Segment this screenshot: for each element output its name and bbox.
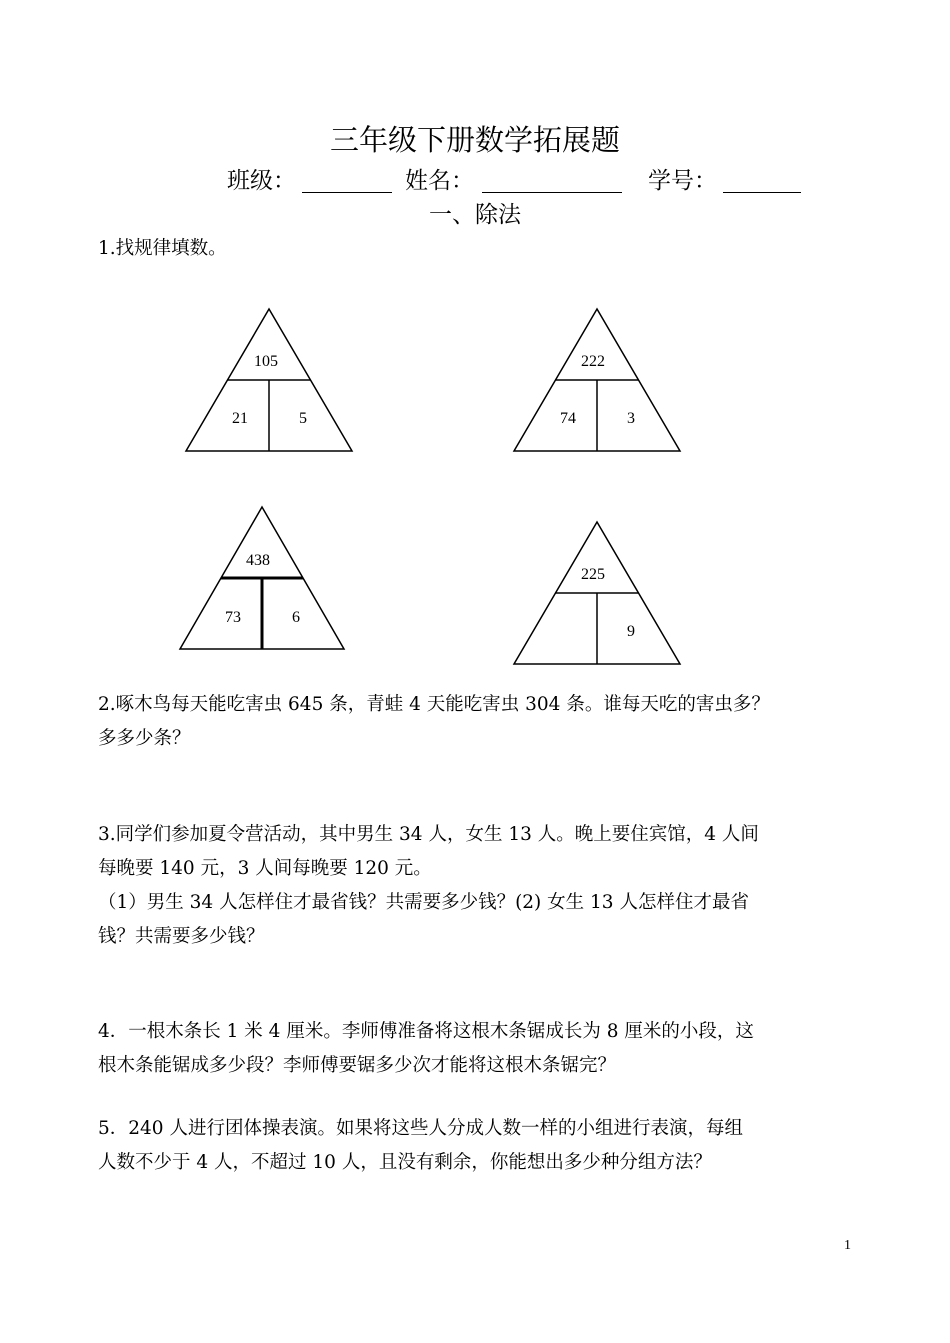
name-label: 姓名： [405, 168, 474, 194]
question-line: 根木条能锯成多少段？李师傅要锯多少次才能将这根木条锯完？ [98, 1055, 617, 1076]
triangle-1-left: 21 [232, 410, 248, 427]
question-line: 2.啄木鸟每天能吃害虫 645 条，青蛙 4 天能吃害虫 304 条。谁每天吃的害虫多？ [98, 694, 770, 715]
question-line: 1.找规律填数。 [98, 238, 227, 259]
triangle-4-right: 9 [627, 623, 635, 640]
triangle-1-right: 5 [299, 410, 307, 427]
triangle-2-left: 74 [560, 410, 576, 427]
page-title: 三年级下册数学拓展题 [329, 123, 620, 157]
question-line: 人数不少于 4 人，不超过 10 人，且没有剩余，你能想出多少种分组方法？ [98, 1152, 712, 1173]
question-line: 每晚要 140 元，3 人间每晚要 120 元。 [98, 858, 432, 879]
triangle-2-top: 222 [581, 353, 605, 370]
triangle-3 [180, 507, 344, 649]
triangle-3-top: 438 [246, 552, 270, 569]
question-line: 钱？共需要多少钱？ [98, 926, 265, 947]
id-label: 学号： [648, 168, 717, 194]
question-5 [98, 1112, 743, 1180]
triangle-4 [514, 522, 680, 664]
question-3 [98, 818, 759, 954]
triangle-2-right: 3 [627, 410, 635, 427]
section-title: 一、除法 [429, 202, 521, 228]
triangle-3-left: 73 [225, 609, 241, 626]
question-line: 3.同学们参加夏令营活动，其中男生 34 人，女生 13 人。晚上要住宾馆，4 人间 [98, 824, 759, 845]
question-line: （1）男生 34 人怎样住才最省钱？共需要多少钱？(2) 女生 13 人怎样住才最省 [98, 892, 749, 913]
triangle-4-top: 225 [581, 566, 605, 583]
class-label: 班级： [227, 168, 296, 194]
triangle-1 [186, 309, 352, 451]
page-number: 1 [844, 1238, 851, 1253]
question-line: 4．一根木条长 1 米 4 厘米。李师傅准备将这根木条锯成长为 8 厘米的小段，这 [98, 1021, 754, 1042]
question-line: 多多少条？ [98, 728, 191, 749]
question-4 [98, 1015, 754, 1083]
question-line: 5．240 人进行团体操表演。如果将这些人分成人数一样的小组进行表演，每组 [98, 1118, 743, 1139]
triangle-1-top: 105 [254, 353, 278, 370]
triangle-2 [514, 309, 680, 451]
question-2 [98, 688, 770, 756]
triangle-3-right: 6 [292, 609, 300, 626]
